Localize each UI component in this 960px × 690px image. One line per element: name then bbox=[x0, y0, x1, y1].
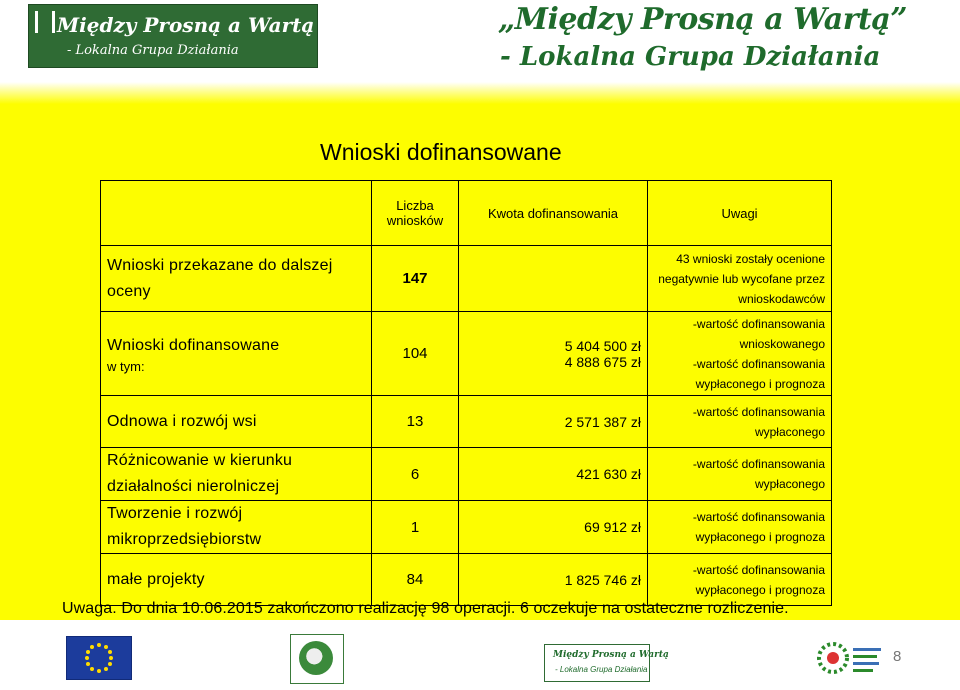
logo-left-line1: Między Prosną a Wartą bbox=[57, 13, 315, 37]
row-count: 6 bbox=[372, 448, 459, 501]
row-label: małe projekty bbox=[101, 554, 372, 606]
table-row bbox=[101, 554, 832, 606]
table-row bbox=[101, 448, 832, 501]
leader-emblem-icon bbox=[299, 641, 333, 675]
eu-flag-icon bbox=[66, 636, 132, 680]
row-amount bbox=[459, 246, 648, 312]
lgd-logo-right bbox=[498, 2, 908, 72]
table-row bbox=[101, 501, 832, 554]
row-label: Tworzenie i rozwój mikroprzedsiębiorstw bbox=[101, 501, 372, 554]
row-amount: 2 571 387 zł bbox=[459, 396, 648, 448]
row-amount-group bbox=[459, 312, 648, 396]
row-label: Różnicowanie w kierunku działalności nierolniczej bbox=[101, 448, 372, 501]
row-label: Wnioski dofinansowane bbox=[107, 337, 280, 354]
row-count: 1 bbox=[372, 501, 459, 554]
row-note: -wartość dofinansowania wypłaconego i prognoza bbox=[648, 554, 832, 606]
row-note: -wartość dofinansowania wnioskowanego bbox=[692, 316, 825, 351]
row-label-group bbox=[101, 312, 372, 396]
funding-table bbox=[100, 180, 832, 606]
row-note: -wartość dofinansowania wypłaconego i prognoza bbox=[648, 501, 832, 554]
row-amount: 69 912 zł bbox=[459, 501, 648, 554]
prow-logo-icon bbox=[815, 636, 885, 682]
mini-logo-line1: Między Prosną a Wartą bbox=[553, 650, 669, 660]
row-amount: 421 630 zł bbox=[459, 448, 648, 501]
table-row bbox=[101, 396, 832, 448]
header-empty-cell bbox=[101, 181, 372, 246]
row-amount: 1 825 746 zł bbox=[459, 554, 648, 606]
leader-logo-icon bbox=[290, 634, 344, 684]
row-note: 43 wnioski zostały ocenione negatywnie lub wycofane przez wnioskodawców bbox=[648, 246, 832, 312]
row-count: 147 bbox=[372, 246, 459, 312]
page-title: Wnioski dofinansowane bbox=[320, 139, 562, 165]
header bbox=[0, 0, 960, 82]
header-uwagi: Uwagi bbox=[648, 181, 832, 246]
band-gradient bbox=[0, 82, 960, 104]
table-row bbox=[101, 246, 832, 312]
prow-emblem-icon bbox=[815, 636, 885, 682]
row-note: -wartość dofinansowania wypłaconego bbox=[648, 448, 832, 501]
row-label: Odnowa i rozwój wsi bbox=[101, 396, 372, 448]
header-kwota: Kwota dofinansowania bbox=[459, 181, 648, 246]
row-label: Wnioski przekazane do dalszej oceny bbox=[101, 246, 372, 312]
row-count: 104 bbox=[372, 312, 459, 396]
header-liczba: Liczba wniosków bbox=[372, 181, 459, 246]
row-subamount: 4 888 675 zł bbox=[564, 353, 641, 370]
row-amount: 5 404 500 zł bbox=[564, 337, 641, 354]
table-row bbox=[101, 312, 832, 396]
lgd-logo-left bbox=[28, 4, 318, 68]
eu-stars-icon bbox=[67, 637, 131, 679]
logo-mark-icon bbox=[35, 11, 55, 33]
row-sublabel: w tym: bbox=[107, 359, 145, 374]
row-count: 84 bbox=[372, 554, 459, 606]
logo-left-line2: - Lokalna Grupa Działania bbox=[67, 43, 239, 58]
page-number: 8 bbox=[893, 648, 902, 665]
row-note: -wartość dofinansowania wypłaconego bbox=[648, 396, 832, 448]
row-count: 13 bbox=[372, 396, 459, 448]
logo-right-line1: „Między Prosną a Wartą” bbox=[498, 2, 908, 37]
footnote: Uwaga. Do dnia 10.06.2015 zakończono realizację 98 operacji. 6 oczekuje na ostateczne rozliczenie. bbox=[62, 600, 789, 617]
logo-right-line2: - Lokalna Grupa Działania bbox=[500, 42, 881, 72]
row-note-group bbox=[648, 312, 832, 396]
table-header-row bbox=[101, 181, 832, 246]
row-subnote: -wartość dofinansowania wypłaconego i prognoza bbox=[692, 356, 825, 391]
lgd-mini-logo bbox=[544, 644, 669, 682]
mini-logo-line2: - Lokalna Grupa Działania bbox=[555, 665, 648, 674]
